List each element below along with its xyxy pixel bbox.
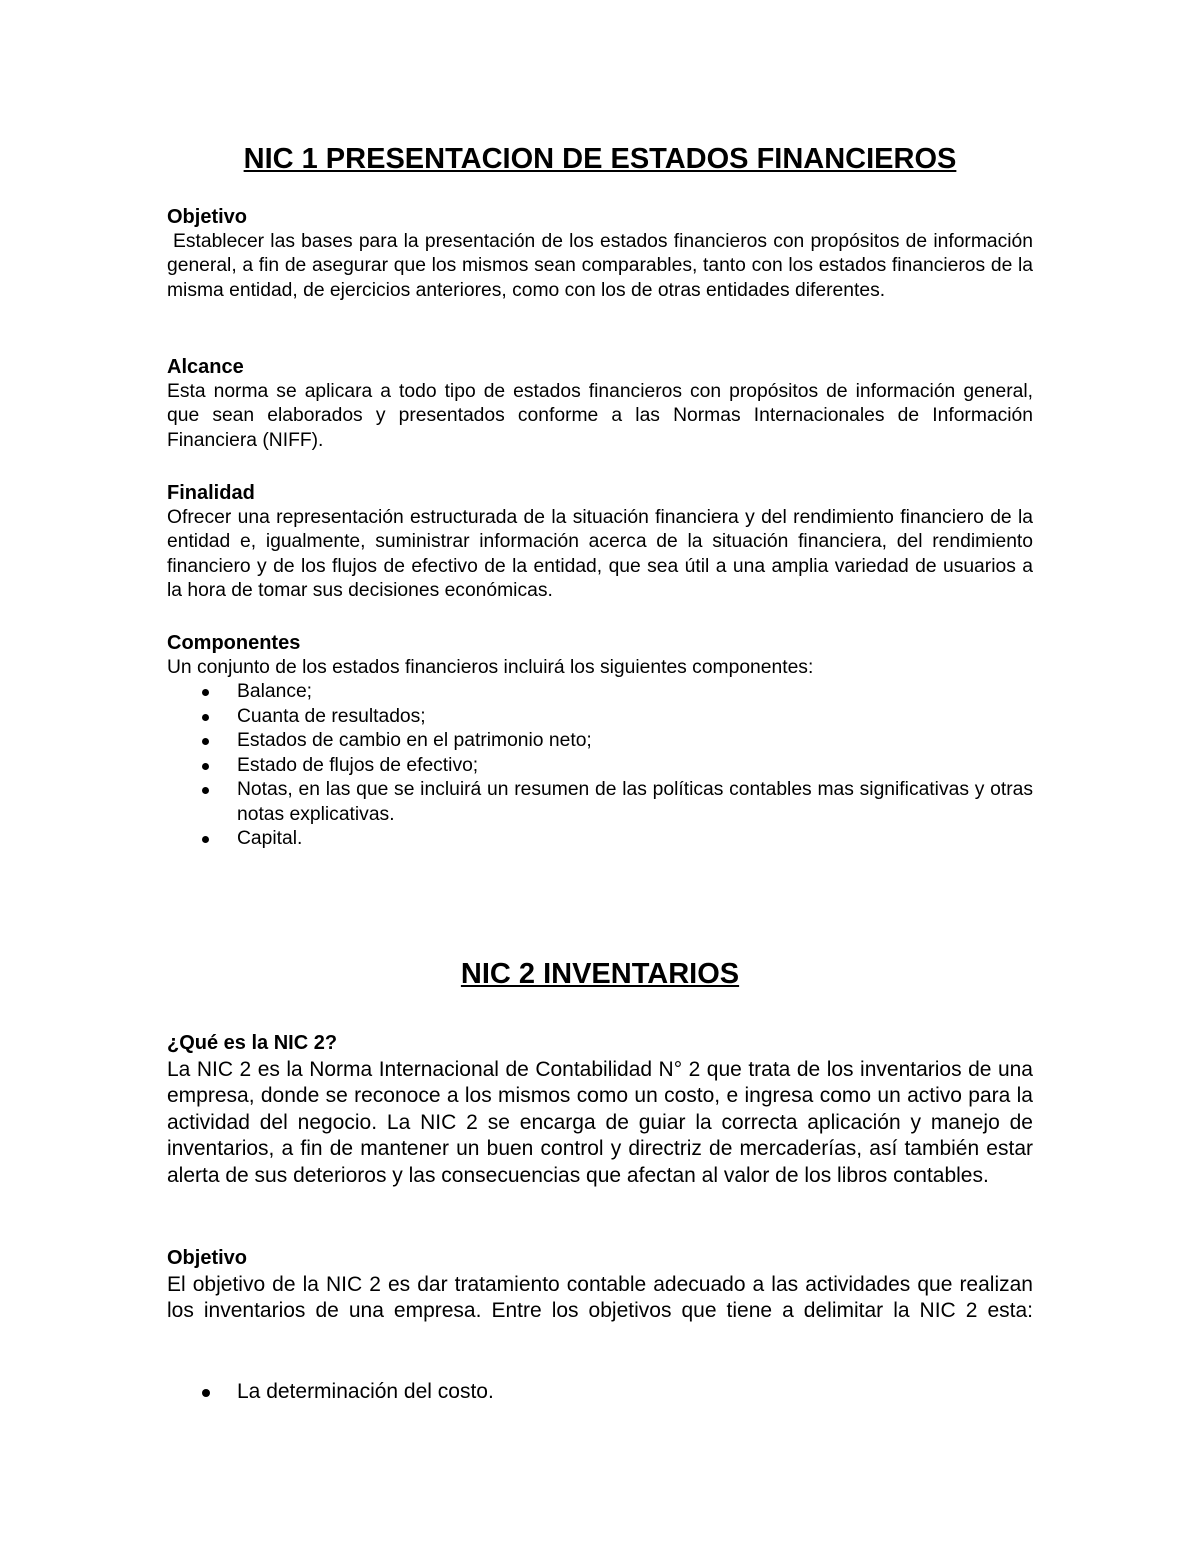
nic1-componentes-intro: Un conjunto de los estados financieros incluirá los siguientes componentes: xyxy=(167,656,814,678)
nic2-que-es-text: La NIC 2 es la Norma Internacional de Contabilidad N° 2 que trata de los inventarios de una empresa, donde se reconoce a los mismos como un costo, e ingresa como un activo para la actividad del negocio. La NIC 2 se encarga de guiar la correcta aplicación y manejo de inventarios, a fin de mantener un buen control y directriz de mercaderías, así también estar alerta de sus deterioros y las consecuencias que afectan al valor de los libros contables. xyxy=(167,1057,1033,1187)
list-item-text: Balance; xyxy=(237,681,313,702)
bullet-icon xyxy=(202,738,209,745)
bullet-icon xyxy=(202,836,209,843)
nic2-objetivo-text: El objetivo de la NIC 2 es dar tratamiento contable adecuado a las actividades que realizan los inventarios de una empresa. Entre los objetivos que tiene a delimitar la NIC 2 esta: xyxy=(167,1272,1033,1322)
nic2-objetivo-heading: Objetivo xyxy=(167,1247,248,1269)
nic2-que-es-heading: ¿Qué es la NIC 2? xyxy=(167,1032,338,1054)
bullet-icon xyxy=(202,714,209,721)
list-item xyxy=(167,1379,1033,1406)
nic1-title: NIC 1 PRESENTACION DE ESTADOS FINANCIEROS xyxy=(243,143,957,175)
list-item-text: Capital. xyxy=(237,828,303,849)
list-item-text: Estado de flujos de efectivo; xyxy=(237,754,479,776)
bullet-icon xyxy=(202,763,209,770)
nic1-alcance-section xyxy=(167,355,1033,453)
nic2-objetivo-section xyxy=(167,1245,1033,1325)
nic2-objetivo-list xyxy=(167,1379,1033,1406)
bullet-icon xyxy=(202,1389,210,1397)
bullet-icon xyxy=(202,689,209,696)
nic2-title: NIC 2 INVENTARIOS xyxy=(460,958,740,990)
list-item xyxy=(167,827,1033,852)
list-item xyxy=(167,705,1033,730)
nic1-componentes-list xyxy=(167,680,1033,852)
list-item-text: Notas, en las que se incluirá un resumen de las políticas contables mas significativas y otras notas explicativas. xyxy=(237,779,1033,825)
nic2-objetivo-list-section xyxy=(167,1379,1033,1406)
nic1-componentes-heading: Componentes xyxy=(167,632,301,654)
nic1-objetivo-heading: Objetivo xyxy=(167,206,248,228)
nic1-objetivo-section xyxy=(167,205,1033,303)
nic1-componentes-section xyxy=(167,631,1033,852)
nic1-finalidad-text: Ofrecer una representación estructurada de la situación financiera y del rendimiento financiero de la entidad e, igualmente, suministrar información acerca de la situación financiera, del rendimiento financiero y de los flujos de efectivo de la entidad, que sea útil a una amplia variedad de usuarios a la hora de tomar sus decisiones económicas. xyxy=(167,506,1033,601)
list-item xyxy=(167,680,1033,705)
nic1-finalidad-section xyxy=(167,481,1033,604)
list-item-text: Cuanta de resultados; xyxy=(237,705,426,727)
nic1-alcance-heading: Alcance xyxy=(167,356,244,378)
list-item-text: Estados de cambio en el patrimonio neto; xyxy=(237,730,592,751)
nic2-que-es-section xyxy=(167,1030,1033,1189)
list-item-text: La determinación del costo. xyxy=(237,1380,494,1403)
list-item xyxy=(167,778,1033,827)
list-item xyxy=(167,754,1033,779)
nic1-alcance-text: Esta norma se aplicara a todo tipo de estados financieros con propósitos de información general, que sean elaborados y presentados conforme a las Normas Internacionales de Información Financiera (NIFF). xyxy=(167,380,1033,451)
list-item xyxy=(167,729,1033,754)
bullet-icon xyxy=(202,787,209,794)
nic1-finalidad-heading: Finalidad xyxy=(167,482,255,504)
nic1-objetivo-text: Establecer las bases para la presentación de los estados financieros con propósitos de información general, a fin de asegurar que los mismos sean comparables, tanto con los estados financieros de la misma entidad, de ejercicios anteriores, como con los de otras entidades diferentes. xyxy=(167,230,1033,301)
